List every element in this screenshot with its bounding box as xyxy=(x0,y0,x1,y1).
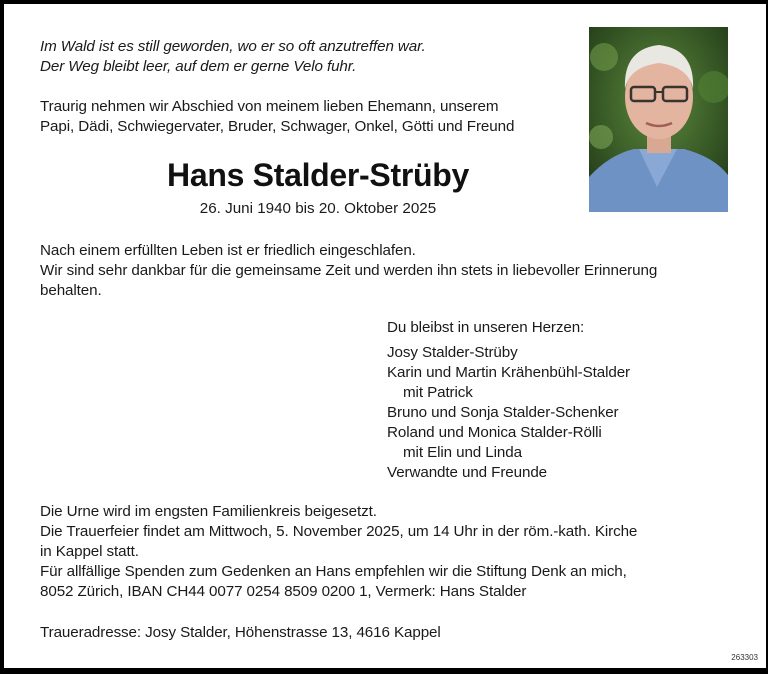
deceased-name: Hans Stalder-Strüby xyxy=(167,157,469,193)
ceremony-info xyxy=(40,502,637,602)
mourners-list xyxy=(387,343,630,483)
info-line: 8052 Zürich, IBAN CH44 0077 0254 8509 0200 1, Vermerk: Hans Stalder xyxy=(40,583,527,600)
mourner-line: Bruno und Sonja Stalder-Schenker xyxy=(387,404,619,421)
mourner-line: Josy Stalder-Strüby xyxy=(387,344,518,361)
info-line: Die Urne wird im engsten Familienkreis beigesetzt. xyxy=(40,503,377,520)
paragraph-line: Nach einem erfüllten Leben ist er friedlich eingeschlafen. xyxy=(40,242,416,259)
mourning-address: Traueradresse: Josy Stalder, Höhenstrasse 13, 4616 Kappel xyxy=(40,624,441,641)
life-dates: 26. Juni 1940 bis 20. Oktober 2025 xyxy=(199,200,437,217)
motto-line: Im Wald ist es still geworden, wo er so oft anzutreffen war. xyxy=(40,38,426,55)
info-line: Die Trauerfeier findet am Mittwoch, 5. November 2025, um 14 Uhr in der röm.-kath. Kirche xyxy=(40,523,638,540)
mourner-line: Verwandte und Freunde xyxy=(387,464,548,481)
intro-text xyxy=(40,97,514,137)
mourners-heading: Du bleibst in unseren Herzen: xyxy=(387,319,585,336)
info-line: in Kappel statt. xyxy=(40,543,139,560)
mourner-line: Roland und Monica Stalder-Rölli xyxy=(387,424,602,441)
paragraph-line: behalten. xyxy=(40,282,102,299)
paragraph-line: Wir sind sehr dankbar für die gemeinsame Zeit und werden ihn stets in liebevoller Erinnerung xyxy=(40,262,658,279)
mourner-line: Karin und Martin Krähenbühl-Stalder xyxy=(387,364,631,381)
intro-line: Traurig nehmen wir Abschied von meinem lieben Ehemann, unserem xyxy=(40,98,499,115)
ad-code: 263303 xyxy=(731,653,758,662)
motto-line: Der Weg bleibt leer, auf dem er gerne Velo fuhr. xyxy=(40,58,357,75)
info-line: Für allfällige Spenden zum Gedenken an Hans empfehlen wir die Stiftung Denk an mich, xyxy=(40,563,627,580)
intro-line: Papi, Dädi, Schwiegervater, Bruder, Schwager, Onkel, Götti und Freund xyxy=(40,118,515,135)
portrait-photo xyxy=(589,27,728,212)
mourner-line: mit Elin und Linda xyxy=(403,444,522,461)
mourner-line: mit Patrick xyxy=(403,384,473,401)
obituary-notice xyxy=(4,4,766,668)
portrait-image xyxy=(589,27,728,212)
tribute-paragraph xyxy=(40,241,657,301)
motto-verse xyxy=(40,37,426,77)
